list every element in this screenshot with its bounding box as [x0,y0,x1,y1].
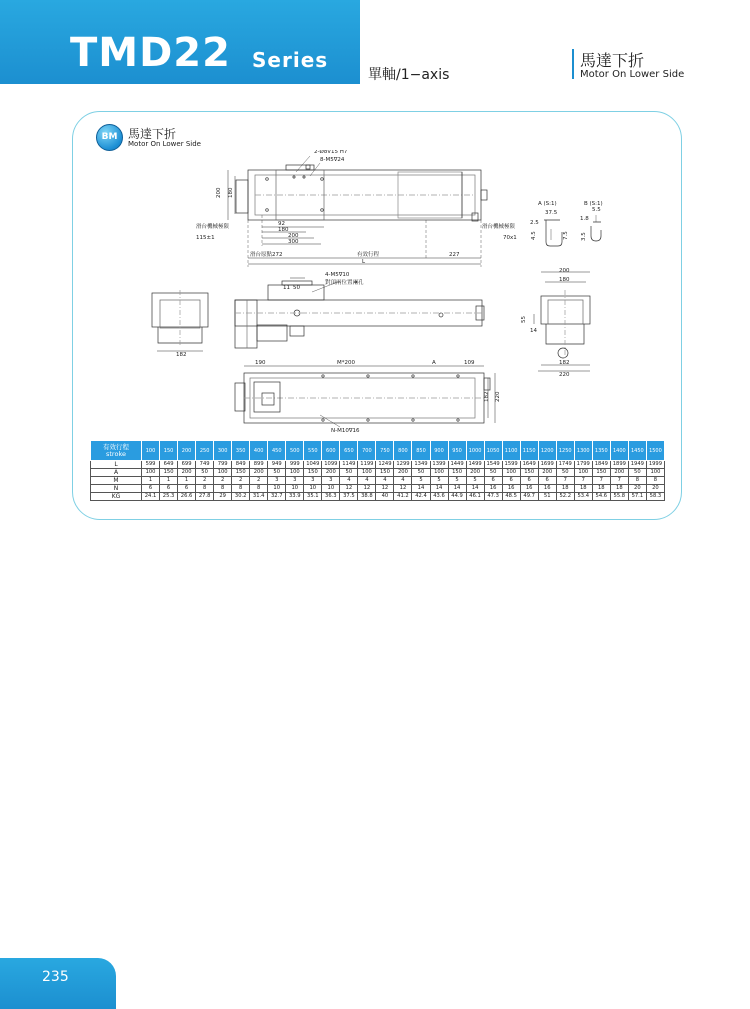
table-cell: 50 [628,469,646,477]
table-cell: 25.3 [160,493,178,501]
table-cell: 5 [448,477,466,485]
table-cell: 20 [628,485,646,493]
table-cell: 150 [520,469,538,477]
stroke-col-header: 250 [196,441,214,461]
detail-a-d1: 37.5 [545,210,558,216]
hole-note-2: 8-M5∇24 [320,157,345,163]
dim-227: 227 [449,252,460,258]
table-cell: 37.5 [340,493,358,501]
dim-14: 14 [530,328,537,334]
table-cell: 1249 [376,461,394,469]
table-cell: 6 [520,477,538,485]
table-cell: 14 [466,485,484,493]
table-cell: 57.1 [628,493,646,501]
table-cell: 100 [574,469,592,477]
table-cell: 1499 [466,461,484,469]
stroke-header-cn: 有效行程 [103,442,129,451]
table-cell: 1049 [304,461,322,469]
table-cell: 47.3 [484,493,502,501]
table-cell: 1299 [394,461,412,469]
section-title-cn: 馬達下折 [128,127,177,141]
detail-a-d2: 2.5 [530,220,539,226]
stroke-col-header: 100 [142,441,160,461]
table-cell: 32.7 [268,493,286,501]
table-cell: 18 [592,485,610,493]
table-cell: 1 [160,477,178,485]
detail-a-label: A (S:1) [538,201,557,207]
dim-end-180: 180 [559,277,570,283]
table-cell: 14 [412,485,430,493]
table-cell: 18 [556,485,574,493]
table-cell: 100 [430,469,448,477]
table-cell: 8 [646,477,664,485]
table-cell: 6 [178,485,196,493]
hole-note-1: 2-Ø8∇15 H7 [314,150,348,155]
table-cell: 55.8 [610,493,628,501]
table-cell: 1549 [484,461,502,469]
table-cell: 53.4 [574,493,592,501]
table-cell: 6 [502,477,520,485]
side-note-2: 對頂兩位置兩孔 [325,280,364,286]
table-cell: 27.8 [196,493,214,501]
table-cell: 50 [196,469,214,477]
table-cell: 46.1 [466,493,484,501]
dim-left-182: 182 [176,352,187,358]
table-cell: 58.3 [646,493,664,501]
dim-L: L [362,259,366,265]
table-cell: 150 [160,469,178,477]
row-label: N [91,485,142,493]
table-cell: 18 [610,485,628,493]
table-cell: 48.5 [502,493,520,501]
product-title: TMD22 [70,30,231,76]
table-cell: 12 [358,485,376,493]
origin-label: 滑台原點272 [250,252,283,258]
table-cell: 3 [268,477,286,485]
detail-b [591,215,601,241]
table-row [91,485,665,493]
table-cell: 1699 [538,461,556,469]
table-cell: 6 [484,477,502,485]
table-cell: 30.2 [232,493,250,501]
stroke-col-header: 500 [286,441,304,461]
stroke-col-header: 1100 [502,441,520,461]
table-cell: 100 [358,469,376,477]
table-cell: 20 [646,485,664,493]
table-cell: 54.6 [592,493,610,501]
side-view [235,278,484,348]
table-cell: 8 [250,485,268,493]
detail-a-d4: 7.5 [563,231,569,240]
table-cell: 3 [286,477,304,485]
table-cell: 150 [448,469,466,477]
header-divider [572,49,574,79]
table-cell: 150 [592,469,610,477]
table-cell: 150 [232,469,250,477]
table-cell: 4 [394,477,412,485]
table-cell: 52.2 [556,493,574,501]
dim-92: 92 [278,221,285,227]
left-end-view [152,290,208,351]
table-cell: 1799 [574,461,592,469]
table-cell: 2 [250,477,268,485]
table-cell: 10 [268,485,286,493]
table-cell: 5 [412,477,430,485]
table-cell: 100 [286,469,304,477]
table-cell: 1349 [412,461,430,469]
table-cell: 4 [340,477,358,485]
stroke-col-header: 1150 [520,441,538,461]
right-end-view [534,272,590,371]
stroke-col-header: 450 [268,441,286,461]
table-cell: 3 [322,477,340,485]
table-cell: 799 [214,461,232,469]
table-cell: 749 [196,461,214,469]
bottom-view [235,366,495,427]
dim-180b: 180 [278,227,289,233]
table-cell: 7 [556,477,574,485]
table-cell: 5 [430,477,448,485]
table-cell: 1849 [592,461,610,469]
table-cell: 699 [178,461,196,469]
dim-50: 50 [293,285,300,291]
table-cell: 8 [196,485,214,493]
stroke-col-header: 350 [232,441,250,461]
table-cell: 2 [214,477,232,485]
dim-300: 300 [288,239,299,245]
table-cell: 16 [484,485,502,493]
stroke-col-header: 1350 [592,441,610,461]
detail-b-d1: 5.5 [592,207,601,213]
dim-A: A [432,360,436,366]
table-cell: 16 [520,485,538,493]
section-title-en: Motor On Lower Side [128,140,201,148]
table-cell: 200 [394,469,412,477]
dim-109: 109 [464,360,475,366]
table-cell: 1899 [610,461,628,469]
detail-a-d3: 4.5 [531,231,537,240]
table-cell: 200 [610,469,628,477]
table-cell: 10 [286,485,304,493]
table-cell: 150 [304,469,322,477]
table-row [91,469,665,477]
dim-bottom-220: 220 [495,391,501,402]
table-cell: 100 [646,469,664,477]
stroke-col-header: 400 [250,441,268,461]
table-cell: 100 [214,469,232,477]
table-cell: 1599 [502,461,520,469]
table-cell: 849 [232,461,250,469]
table-cell: 4 [376,477,394,485]
table-cell: 200 [178,469,196,477]
table-cell: 12 [376,485,394,493]
table-cell: 1749 [556,461,574,469]
table-header-row [91,441,665,461]
motor-position-cn: 馬達下折 [580,51,645,70]
table-cell: 1949 [628,461,646,469]
table-cell: 7 [610,477,628,485]
table-row [91,461,665,469]
detail-b-label: B (S:1) [584,201,603,207]
dim-70x1: 70x1 [503,235,517,241]
slide-limit-left: 滑台機械極限 [196,224,230,230]
table-cell: 44.9 [448,493,466,501]
table-cell: 26.6 [178,493,196,501]
table-cell: 8 [214,485,232,493]
table-cell: 10 [322,485,340,493]
table-cell: 200 [538,469,556,477]
stroke-col-header: 150 [160,441,178,461]
table-cell: 42.4 [412,493,430,501]
dim-end-182: 182 [559,360,570,366]
stroke-header-en: stroke [106,449,126,458]
table-cell: 599 [142,461,160,469]
stroke-col-header: 750 [376,441,394,461]
stroke-col-header: 1250 [556,441,574,461]
stroke-col-header: 300 [214,441,232,461]
table-cell: 10 [304,485,322,493]
table-cell: 24.1 [142,493,160,501]
table-body [91,461,665,501]
dim-top-200: 200 [216,187,222,198]
stroke-col-header: 700 [358,441,376,461]
row-label: L [91,461,142,469]
stroke-label: 有效行程 [357,252,380,258]
stroke-col-header: 1500 [646,441,664,461]
table-cell: 3 [304,477,322,485]
table-cell: 49.7 [520,493,538,501]
table-cell: 1199 [358,461,376,469]
table-cell: 2 [232,477,250,485]
table-cell: 649 [160,461,178,469]
table-cell: 100 [142,469,160,477]
table-cell: 100 [502,469,520,477]
stroke-col-header: 800 [394,441,412,461]
stroke-col-header: 850 [412,441,430,461]
stroke-col-header: 1400 [610,441,628,461]
table-cell: 16 [538,485,556,493]
table-cell: 35.1 [304,493,322,501]
stroke-col-header: 1300 [574,441,592,461]
stroke-header [91,441,142,461]
stroke-col-header: 1000 [466,441,484,461]
table-cell: 6 [142,485,160,493]
slide-limit-right: 滑台機械極限 [482,224,516,230]
stroke-col-header: 550 [304,441,322,461]
table-cell: 6 [538,477,556,485]
table-cell: 6 [160,485,178,493]
page-number: 235 [42,969,69,985]
table-cell: 40 [376,493,394,501]
table-cell: 1149 [340,461,358,469]
dim-190: 190 [255,360,266,366]
table-cell: 7 [592,477,610,485]
table-cell: 200 [322,469,340,477]
dim-end-220: 220 [559,372,570,378]
stroke-col-header: 1450 [628,441,646,461]
table-cell: 16 [502,485,520,493]
table-row [91,477,665,485]
table-cell: 38.8 [358,493,376,501]
row-label: A [91,469,142,477]
table-cell: 949 [268,461,286,469]
table-cell: 43.6 [430,493,448,501]
table-cell: 1399 [430,461,448,469]
motor-position-en: Motor On Lower Side [580,69,685,80]
table-cell: 4 [358,477,376,485]
table-cell: 12 [340,485,358,493]
stroke-col-header: 1200 [538,441,556,461]
table-cell: 5 [466,477,484,485]
table-cell: 1649 [520,461,538,469]
dim-end-200: 200 [559,268,570,274]
table-row [91,493,665,501]
stroke-col-header: 200 [178,441,196,461]
table-cell: 1999 [646,461,664,469]
stroke-col-header: 600 [322,441,340,461]
stroke-col-header: 1050 [484,441,502,461]
dim-top-180: 180 [228,187,234,198]
stroke-col-header: 900 [430,441,448,461]
detail-b-d3: 3.5 [581,232,587,241]
technical-drawing [82,150,672,440]
table-cell: 50 [412,469,430,477]
table-cell: 7 [574,477,592,485]
bm-badge-icon: BM [96,124,123,151]
table-cell: 899 [250,461,268,469]
table-cell: 1449 [448,461,466,469]
table-cell: 50 [340,469,358,477]
dim-115: 115±1 [196,235,215,241]
stroke-col-header: 950 [448,441,466,461]
dim-55: 55 [521,316,527,323]
table-cell: 8 [628,477,646,485]
dim-200b: 200 [288,233,299,239]
table-cell: 8 [232,485,250,493]
dim-11: 11 [283,285,290,291]
row-label: M [91,477,142,485]
table-cell: 1099 [322,461,340,469]
table-cell: 36.3 [322,493,340,501]
table-cell: 150 [376,469,394,477]
dim-bottom-182: 182 [484,391,490,402]
detail-a [544,220,562,246]
spec-table [90,440,665,501]
table-cell: 999 [286,461,304,469]
table-cell: 31.4 [250,493,268,501]
dim-M200: M*200 [337,360,355,366]
table-cell: 50 [556,469,574,477]
table-cell: 50 [268,469,286,477]
table-cell: 200 [466,469,484,477]
axis-label: 單軸/1−axis [368,67,450,83]
table-cell: 12 [394,485,412,493]
table-cell: 18 [574,485,592,493]
nm10-note: N-M10∇16 [331,428,360,434]
row-label: KG [91,493,142,501]
table-cell: 41.2 [394,493,412,501]
top-view [228,156,487,267]
table-cell: 200 [250,469,268,477]
table-cell: 1 [178,477,196,485]
table-cell: 2 [196,477,214,485]
table-cell: 29 [214,493,232,501]
table-cell: 1 [142,477,160,485]
detail-b-d2: 1.8 [580,216,589,222]
table-cell: 33.9 [286,493,304,501]
table-cell: 14 [430,485,448,493]
table-cell: 51 [538,493,556,501]
series-label: Series [252,48,329,72]
side-note-1: 4-M5∇10 [325,272,350,278]
table-cell: 14 [448,485,466,493]
table-cell: 50 [484,469,502,477]
stroke-col-header: 650 [340,441,358,461]
